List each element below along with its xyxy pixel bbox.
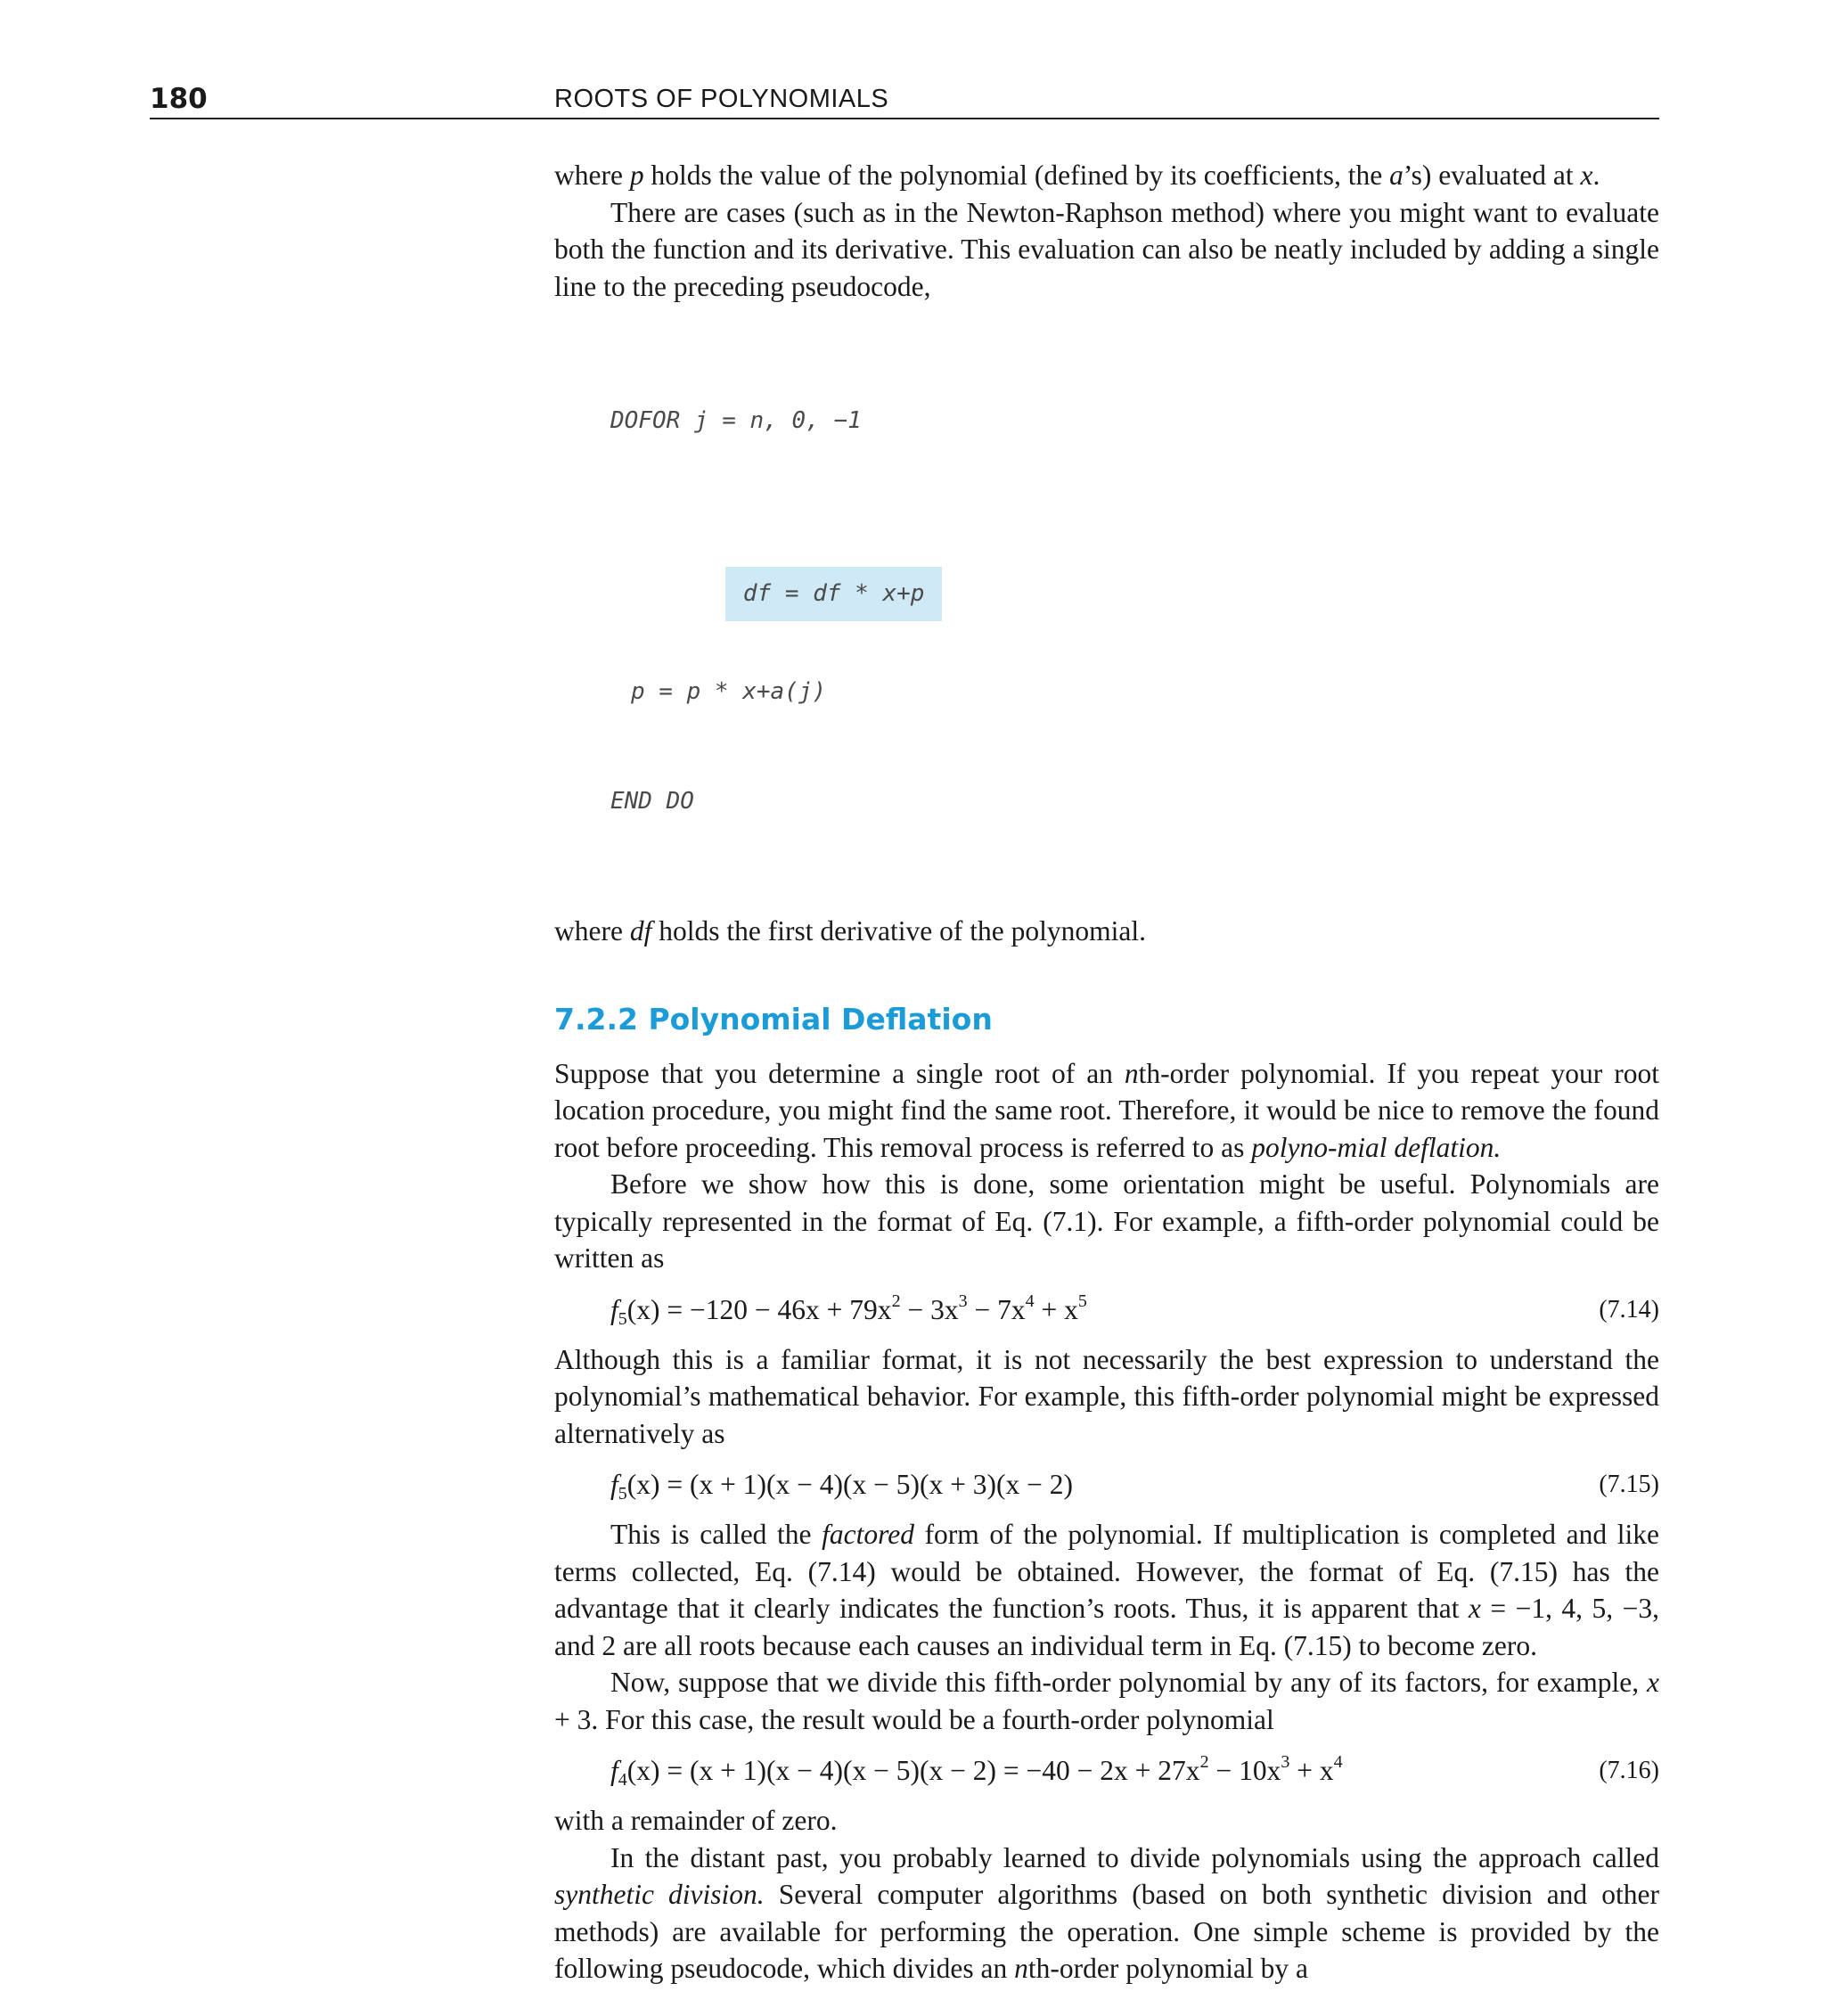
code-line-end-do: END DO [610, 788, 694, 815]
equation-number: (7.16) [1599, 1757, 1659, 1784]
equation-7-16 [554, 1745, 1659, 1797]
page-number: 180 [150, 83, 208, 115]
code-line-dofor: DOFOR j = n, 0, −1 [610, 407, 862, 434]
equation-7-15-expression: $f_5(x) = (x + 1)(x - 4)(x - 5)(x + 3)(x - 2)$ [610, 1469, 1073, 1504]
paragraph-synthetic-division: In the distant past, you probably learned to divide polynomials using the approach called synthetic division. Several computer algorithms (based on both synthetic division and other methods) are available for performing the operation. One simple scheme is provided by the following pseudocode, which divides an nth-order polynomial by a [554, 1841, 1659, 1984]
paragraph-divide-factor: Now, suppose that we divide this fifth-order polynomial by any of its factors, for example, x + 3. For this case, the result would be a fourth-order polynomial [554, 1667, 1659, 1735]
paragraph-df-definition: where df holds the first derivative of the polynomial. [554, 915, 1146, 947]
paragraph-derivative-intro: There are cases (such as in the Newton-Raphson method) where you might want to evaluate both the function and its derivative. This evaluation can also be neatly included by adding a single line to the preceding pseudocode, [554, 196, 1659, 302]
section-heading: 7.2.2 Polynomial Deflation [554, 1001, 993, 1037]
equation-7-15 [554, 1459, 1659, 1511]
paragraph-remainder: with a remainder of zero. [554, 1805, 838, 1836]
code-line-highlighted-df: df = df * x+p [725, 567, 943, 621]
page-body [554, 157, 1659, 1987]
running-head [150, 82, 1659, 119]
equation-7-14 [554, 1284, 1659, 1336]
code-line-p-update: p = p * x+a(j) [631, 678, 827, 705]
paragraph-familiar-format: Although this is a familiar format, it is not necessarily the best expression to understand the polynomial’s mathematical behavior. For example, this fifth-order polynomial might be expressed alternatively as [554, 1343, 1659, 1449]
equation-7-16-expression: $f_4(x) = (x + 1)(x - 4)(x - 5)(x - 2) = -40 - 2x + 27x^2 - 10x^3 + x^4$ [610, 1752, 1343, 1790]
pseudocode-block [554, 330, 1659, 893]
paragraph-orientation: Before we show how this is done, some orientation might be useful. Polynomials are typically represented in the format of Eq. (7.1). For example, a fifth-order polynomial could be written as [554, 1168, 1659, 1274]
equation-number: (7.15) [1599, 1471, 1659, 1498]
equation-7-14-expression: $f_5(x) = -120 - 46x + 79x^2 - 3x^3 - 7x^4 + x^5$ [610, 1291, 1087, 1329]
paragraph-factored-form: This is called the factored form of the polynomial. If multiplication is completed and like terms collected, Eq. (7.14) would be obtained. However, the format of Eq. (7.15) has the advantage that it clearly indicates the function’s roots. Thus, it is apparent that x = −1, 4, 5, −3, and 2 are all roots because each causes an individual term in Eq. (7.15) to become zero. [554, 1519, 1659, 1661]
paragraph-p-value: where p holds the value of the polynomial (defined by its coefficients, the a’s) evaluated at x. [554, 160, 1600, 191]
equation-number: (7.14) [1599, 1295, 1659, 1324]
chapter-title: ROOTS OF POLYNOMIALS [554, 85, 889, 113]
paragraph-deflation-intro: Suppose that you determine a single root of an nth-order polynomial. If you repeat your root location procedure, you might find the same root. Therefore, it would be nice to remove the found root before proceeding. This removal process is referred to as polyno-mial deflation. [554, 1057, 1659, 1163]
